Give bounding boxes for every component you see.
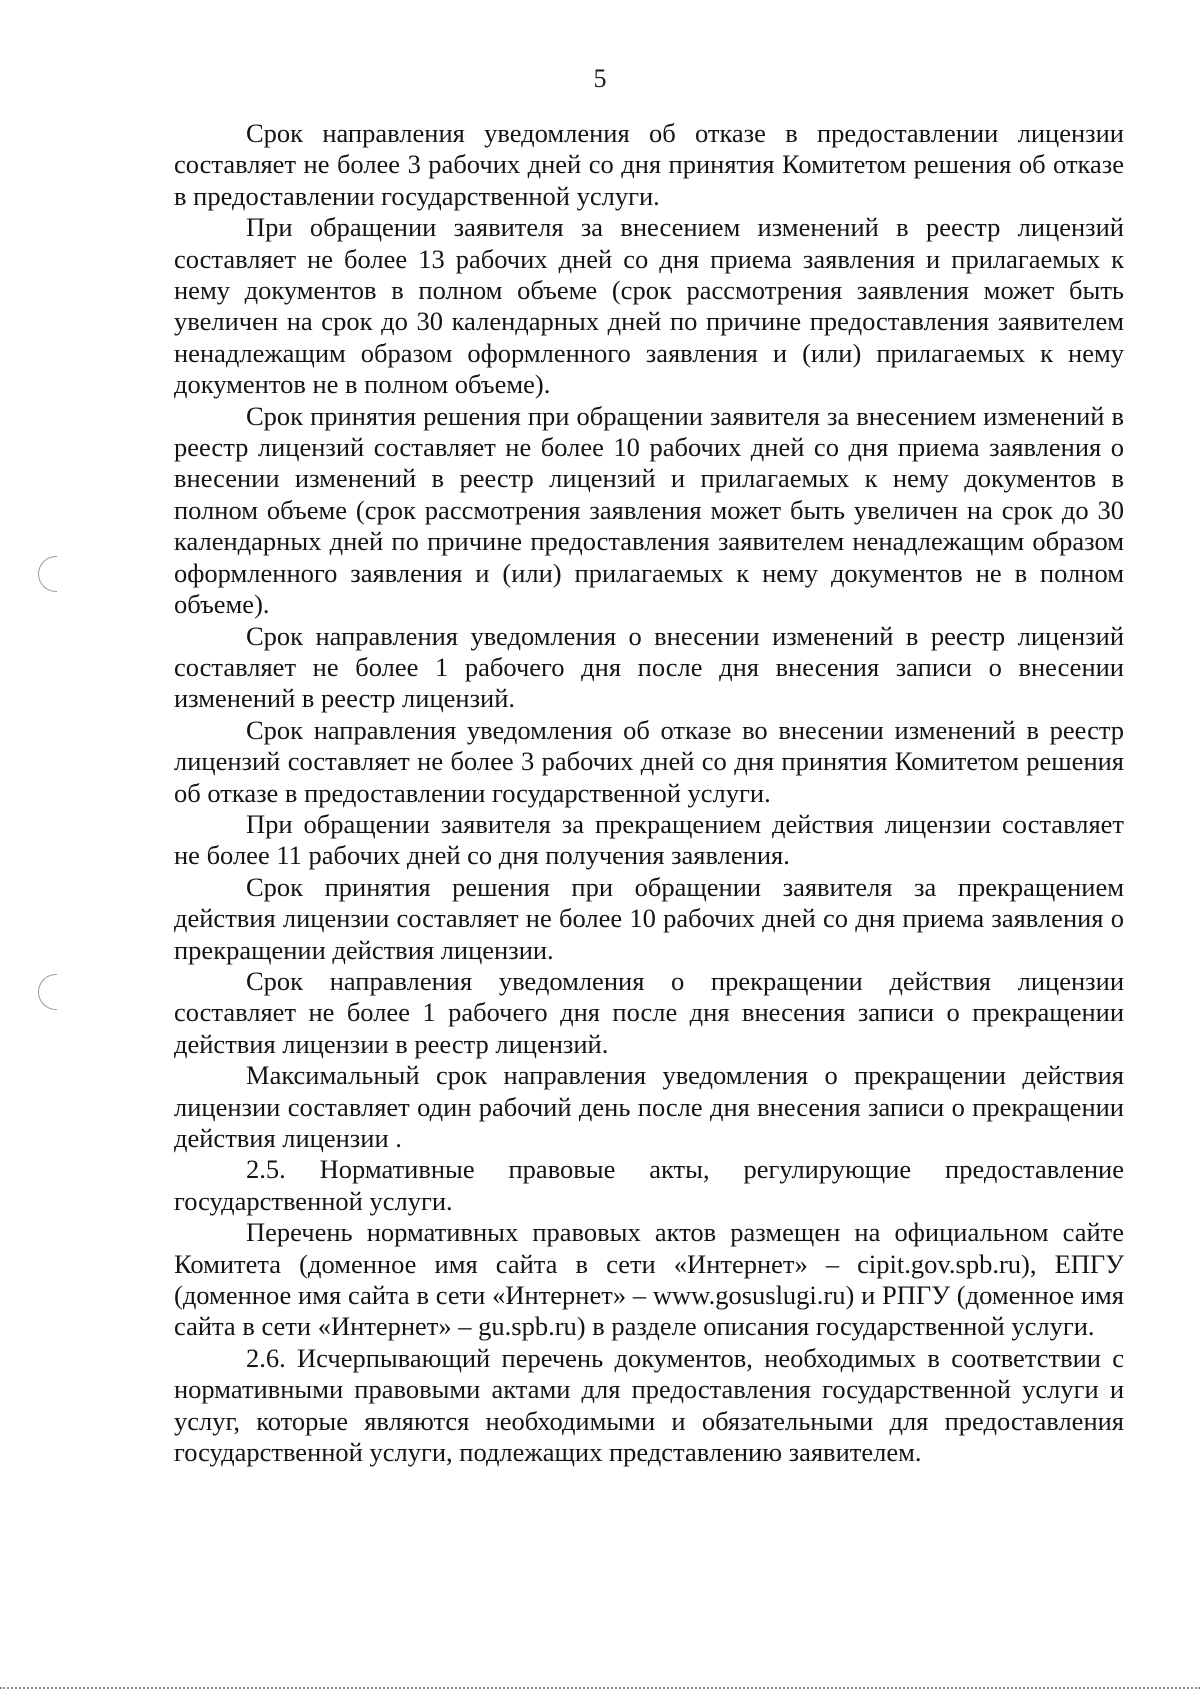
- punch-hole-mark: [38, 556, 57, 592]
- paragraph: Максимальный срок направления уведомления о прекращении действия лицензии составляет один рабочий день после дня внесения записи о прекращении действия лицензии .: [174, 1060, 1124, 1153]
- scan-edge-line: [0, 1687, 1200, 1689]
- paragraph: Срок принятия решения при обращении заявителя за прекращением действия лицензии составляет не более 10 рабочих дней со дня приема заявления о прекращении действия лицензии.: [174, 871, 1124, 965]
- section-heading-2-5: 2.5. Нормативные правовые акты, регулирующие предоставление государственной услуги.: [174, 1154, 1124, 1216]
- section-heading-2-6: 2.6. Исчерпывающий перечень документов, необходимых в соответствии с нормативными правовыми актами для предоставления государственной услуги и услуг, которые являются необходимыми и обязательными для предоставления государственной услуги, подлежащих представлению заявителем.: [174, 1342, 1124, 1468]
- paragraph: Перечень нормативных правовых актов размещен на официальном сайте Комитета (доменное имя сайта в сети «Интернет» – cipit.gov.spb.ru), ЕПГУ (доменное имя сайта в сети «Интернет» – www.gosuslugi.ru) и РПГУ (доменное имя сайта в сети «Интернет» – gu.spb.ru) в разделе описания государственной услуги.: [174, 1217, 1124, 1342]
- paragraph: Срок принятия решения при обращении заявителя за внесением изменений в реестр лицензий составляет не более 10 рабочих дней со дня приема заявления о внесении изменений в реестр лицензий и прилагаемых к нему документов в полном объеме (срок рассмотрения заявления может быть увеличен на срок до 30 календарных дней по причине предоставления заявителем ненадлежащим образом оформленного заявления и (или) прилагаемых к нему документов не в полном объеме).: [174, 400, 1124, 620]
- paragraph: Срок направления уведомления о прекращении действия лицензии составляет не более 1 рабочего дня после дня внесения записи о прекращении действия лицензии в реестр лицензий.: [174, 965, 1124, 1059]
- paragraph: Срок направления уведомления об отказе во внесении изменений в реестр лицензий составляет не более 3 рабочих дней со дня принятия Комитетом решения об отказе в предоставлении государственной услуги.: [174, 714, 1124, 808]
- punch-hole-mark: [38, 974, 57, 1010]
- paragraph: Срок направления уведомления о внесении изменений в реестр лицензий составляет не более 1 рабочего дня после дня внесения записи о внесении изменений в реестр лицензий.: [174, 620, 1124, 714]
- paragraph: При обращении заявителя за прекращением действия лицензии составляет не более 11 рабочих дней со дня получения заявления.: [174, 808, 1124, 871]
- document-body: [174, 118, 1124, 1468]
- paragraph: При обращении заявителя за внесением изменений в реестр лицензий составляет не более 13 рабочих дней со дня приема заявления и прилагаемых к нему документов в полном объеме (срок рассмотрения заявления может быть увеличен на срок до 30 календарных дней по причине предоставления заявителем ненадлежащим образом оформленного заявления и (или) прилагаемых к нему документов не в полном объеме).: [174, 212, 1124, 400]
- page-number: 5: [593, 64, 607, 93]
- paragraph: Срок направления уведомления об отказе в предоставлении лицензии составляет не более 3 рабочих дней со дня принятия Комитетом решения об отказе в предоставлении государственной услуги.: [174, 118, 1124, 211]
